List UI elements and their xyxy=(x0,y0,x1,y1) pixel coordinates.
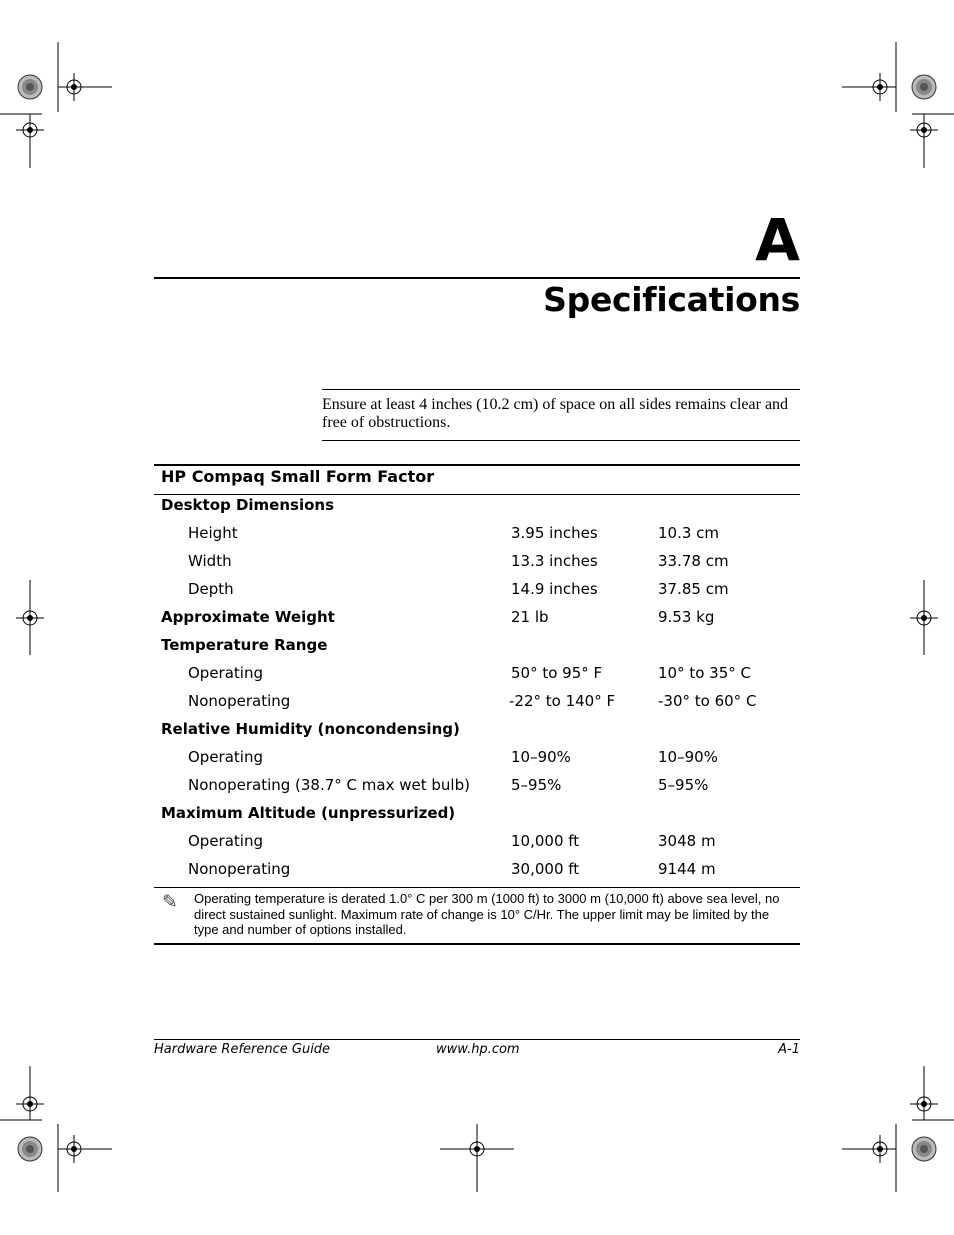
table-row xyxy=(154,802,800,830)
table-row xyxy=(154,662,800,690)
row-label: Maximum Altitude (unpressurized) xyxy=(161,804,456,822)
note-text: Ensure at least 4 inches (10.2 cm) of space on all sides remains clear and free of obstructions. xyxy=(322,396,789,431)
row-label: Nonoperating xyxy=(188,860,291,878)
table-row xyxy=(154,830,800,858)
page-footer-rule xyxy=(154,1039,800,1040)
table-row xyxy=(154,746,800,774)
footer-guide-title: Hardware Reference Guide xyxy=(154,1042,331,1057)
row-value-imperial: 10–90% xyxy=(511,748,571,766)
row-value-metric: 9.53 kg xyxy=(658,608,715,626)
row-value-metric: -30° to 60° C xyxy=(658,692,757,710)
footer-website: www.hp.com xyxy=(436,1042,520,1057)
row-value-metric: 33.78 cm xyxy=(658,552,729,570)
pencil-note-icon: ✎ xyxy=(162,891,178,913)
table-title: HP Compaq Small Form Factor xyxy=(161,467,435,486)
row-label: Desktop Dimensions xyxy=(161,496,335,514)
table-row xyxy=(154,634,800,662)
row-value-imperial: 14.9 inches xyxy=(511,580,598,598)
row-label: Operating xyxy=(188,664,263,682)
row-label: Operating xyxy=(188,832,263,850)
row-label: Width xyxy=(188,552,232,570)
row-value-metric: 10.3 cm xyxy=(658,524,720,542)
table-row xyxy=(154,578,800,606)
row-label: Depth xyxy=(188,580,234,598)
table-footnote-rule xyxy=(154,887,800,888)
row-label: Relative Humidity (noncondensing) xyxy=(161,720,460,738)
row-value-metric: 9144 m xyxy=(658,860,716,878)
row-value-metric: 10° to 35° C xyxy=(658,664,752,682)
row-label: Approximate Weight xyxy=(161,608,335,626)
table-row xyxy=(154,522,800,550)
table-bottom-rule xyxy=(154,943,800,945)
row-value-imperial: 30,000 ft xyxy=(511,860,580,878)
row-label: Nonoperating (38.7° C max wet bulb) xyxy=(188,776,470,794)
row-value-imperial: 5–95% xyxy=(511,776,562,794)
chapter-letter: A xyxy=(755,206,800,274)
row-label: Nonoperating xyxy=(188,692,291,710)
table-row xyxy=(154,606,800,634)
row-value-metric: 10–90% xyxy=(658,748,718,766)
table-row xyxy=(154,550,800,578)
table-footnote: Operating temperature is derated 1.0° C per 300 m (1000 ft) to 3000 m (10,000 ft) above sea level, no direct sustained sunlight. Maximum rate of change is 10° C/Hr. The upper limit may be limited by the type and number of options installed. xyxy=(194,891,780,937)
row-label: Height xyxy=(188,524,238,542)
table-row xyxy=(154,494,800,522)
table-row xyxy=(154,858,800,886)
row-value-imperial: 21 lb xyxy=(511,608,549,626)
row-value-metric: 5–95% xyxy=(658,776,709,794)
page-title: Specifications xyxy=(543,280,800,319)
row-value-metric: 37.85 cm xyxy=(658,580,729,598)
row-value-imperial: 3.95 inches xyxy=(511,524,598,542)
row-label: Temperature Range xyxy=(161,636,328,654)
row-label: Operating xyxy=(188,748,263,766)
row-value-imperial: 10,000 ft xyxy=(511,832,580,850)
table-row xyxy=(154,774,800,802)
row-value-imperial: -22° to 140° F xyxy=(509,692,616,710)
note-bottom-rule xyxy=(322,440,800,441)
note-top-rule xyxy=(322,389,800,390)
row-value-imperial: 50° to 95° F xyxy=(511,664,603,682)
row-value-metric: 3048 m xyxy=(658,832,716,850)
page-number: A-1 xyxy=(778,1042,800,1057)
table-row xyxy=(154,718,800,746)
row-value-imperial: 13.3 inches xyxy=(511,552,598,570)
table-row xyxy=(154,690,800,718)
